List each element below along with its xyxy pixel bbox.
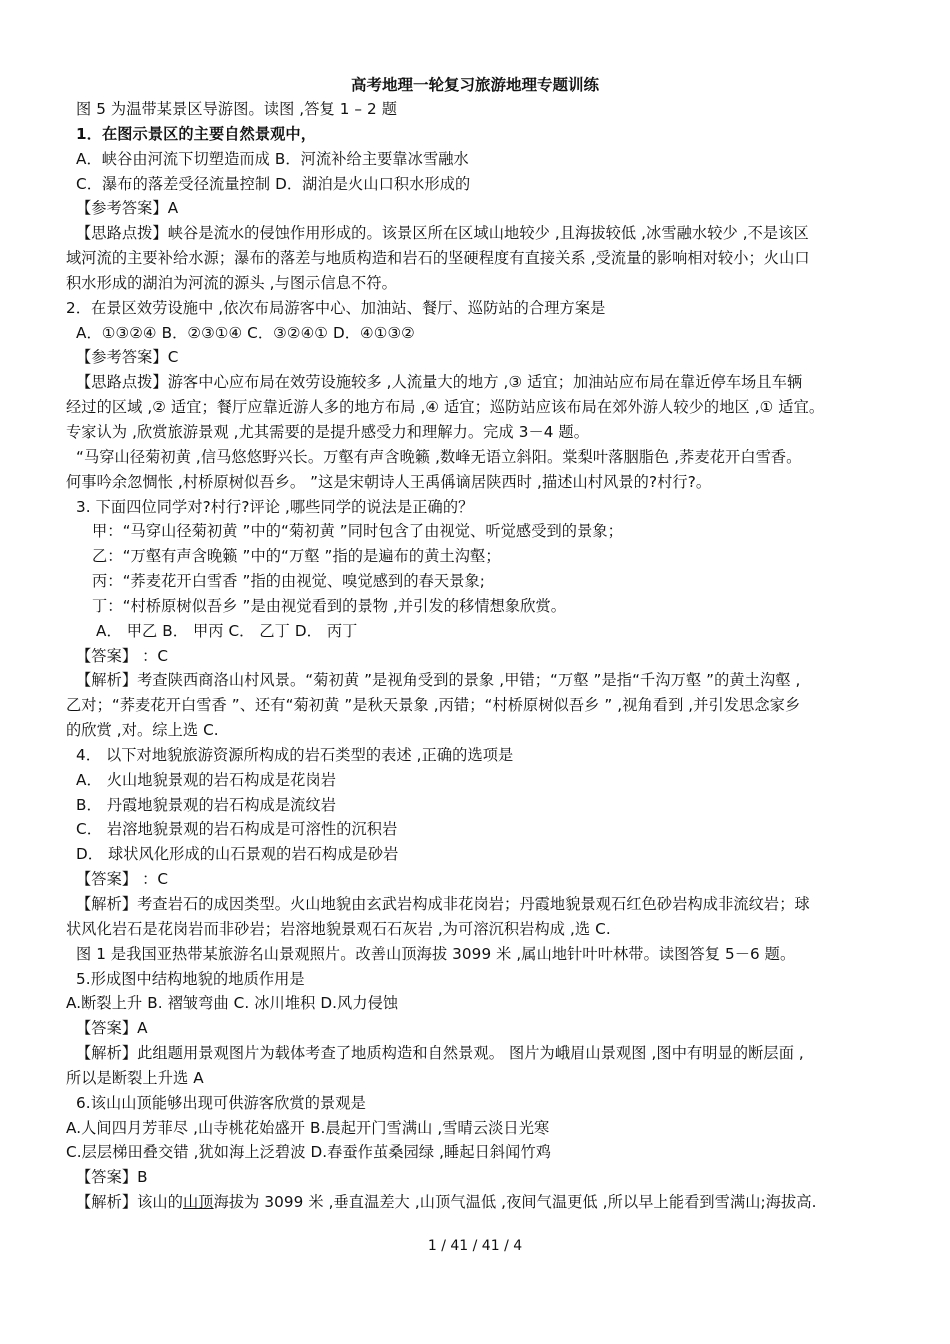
text-line: 乙：“万壑有声含晚籁 ”中的“万壑 ”指的是遍布的黄土沟壑； <box>92 547 501 566</box>
page-title: 高考地理一轮复习旅游地理专题训练 <box>350 76 599 94</box>
text-line: 乙对；“荞麦花开白雪香 ”、还有“菊初黄 ”是秋天景象 ,丙错；“村桥原树似吾乡 ” ,视角看到 ,并引发思念家乡 <box>66 696 801 715</box>
poem-line: 何事吟余忽惆怅 ,村桥原树似吾乡。 ”这是宋朝诗人王禹偁谪居陕西时 ,描述山村风景的?村行?。 <box>66 472 712 491</box>
text-line <box>66 1190 896 1215</box>
poem-line: “马穿山径菊初黄 ,信马悠悠野兴长。万壑有声含晚籁 ,数峰无语立斜阳。棠梨叶落胭脂色 ,荞麦花开白雪香。 <box>76 447 802 466</box>
text-line: 甲：“马穿山径菊初黄 ”中的“菊初黄 ”同时包含了由视觉、听觉感受到的景象； <box>92 522 623 541</box>
text-line: 的欣赏 ,对。综上选 C. <box>66 721 219 740</box>
text-line: C.层层梯田叠交错 ,犹如海上泛碧波 D.春蚕作茧桑园绿 ,睡起日斜闻竹鸡 <box>66 1143 552 1162</box>
question-heading: 1．在图示景区的主要自然景观中， <box>76 124 316 143</box>
text-line: A.人间四月芳菲尽 ,山寺桃花始盛开 B.晨起开门雪满山 ,雪晴云淡日光寒 <box>66 1118 550 1137</box>
text-line: A．峡谷由河流下切塑造而成 B．河流补给主要靠冰雪融水 <box>76 149 469 168</box>
question-heading: 5.形成图中结构地貌的地质作用是 <box>76 969 305 988</box>
question-heading: 3. 下面四位同学对?村行?评论 ,哪些同学的说法是正确的？ <box>76 497 474 516</box>
text-line: 专家认为 ,欣赏旅游景观 ,尤其需要的是提升感受力和理解力。完成 3－4 题。 <box>66 422 590 441</box>
text-line: A.断裂上升 B. 褶皱弯曲 C. 冰川堆积 D.风力侵蚀 <box>66 994 399 1013</box>
text-line: A． 甲乙 B． 甲丙 C． 乙丁 D． 丙丁 <box>96 621 358 640</box>
answer-line: 【答案】 ：C <box>76 870 169 889</box>
text-line: D． 球状风化形成的山石景观的岩石构成是砂岩 <box>76 845 399 864</box>
text-line: 丙：“荞麦花开白雪香 ”指的由视觉、嗅觉感到的春天景象; <box>92 572 485 591</box>
text-line: 【解析】此组题用景观图片为载体考查了地质构造和自然景观。 图片为峨眉山景观图 ,图中有明显的断层面 , <box>76 1044 804 1063</box>
answer-line: 【答案】B <box>76 1168 148 1187</box>
underlined-term: 山顶 <box>183 1193 214 1212</box>
answer-line: 【答案】A <box>76 1019 148 1038</box>
text-line: A．①③②④ B．②③①④ C．③②④① D．④①③② <box>76 323 415 342</box>
text-line: 【思路点拨】游客中心应布局在效劳设施较多 ,人流量大的地方 ,③ 适宜；加油站应布局在靠近停车场且车辆 <box>76 373 803 392</box>
text-line: 经过的区域 ,② 适宜；餐厅应靠近游人多的地方布局 ,④ 适宜；巡防站应该布局在郊外游人较少的地区 ,① 适宜。 <box>66 398 825 417</box>
answer-line: 【答案】 ：C <box>76 646 169 665</box>
text-line: 状风化岩石是花岗岩而非砂岩；岩溶地貌景观石石灰岩 ,为可溶沉积岩构成 ,选 C. <box>66 919 611 938</box>
text-line: 【思路点拨】峡谷是流水的侵蚀作用形成的。该景区所在区域山地较少 ,且海拔较低 ,冰雪融水较少 ,不是该区 <box>76 224 809 243</box>
question-heading: 6.该山山顶能够出现可供游客欣赏的景观是 <box>76 1093 366 1112</box>
text-line: C． 岩溶地貌景观的岩石构成是可溶性的沉积岩 <box>76 820 398 839</box>
text-line: B． 丹霞地貌景观的岩石构成是流纹岩 <box>76 795 337 814</box>
answer-line: 【参考答案】C <box>76 348 179 367</box>
text-line: 【解析】考查陕西商洛山村风景。“菊初黄 ”是视角受到的景象 ,甲错；“万壑 ”是指“千沟万壑 ”的黄土沟壑 , <box>76 671 801 690</box>
text-line: 积水形成的湖泊为河流的源头 ,与图示信息不符。 <box>66 273 397 292</box>
document-body <box>66 97 896 1215</box>
page-number: 1 / 41 / 41 / 4 <box>427 1238 523 1254</box>
text-line: 图 1 是我国亚热带某旅游名山景观照片。改善山顶海拔 3099 米 ,属山地针叶叶林带。读图答复 5－6 题。 <box>76 944 796 963</box>
text-segment: 【解析】该山的 <box>76 1193 184 1212</box>
question-heading: 2．在景区效劳设施中 ,依次布局游客中心、加油站、餐厅、巡防站的合理方案是 <box>66 298 606 317</box>
question-heading: 4． 以下对地貌旅游资源所构成的岩石类型的表述 ,正确的选项是 <box>76 745 514 764</box>
text-line: A． 火山地貌景观的岩石构成是花岗岩 <box>76 770 337 789</box>
text-segment: 海拔为 3099 米 ,垂直温差大 ,山顶气温低 ,夜间气温更低 ,所以早上能看到雪满山;海拔高. <box>213 1193 817 1212</box>
text-line: C．瀑布的落差受径流量控制 D．湖泊是火山口积水形成的 <box>76 174 471 193</box>
answer-line: 【参考答案】A <box>76 199 179 218</box>
text-line: 域河流的主要补给水源；瀑布的落差与地质构造和岩石的坚硬程度有直接关系 ,受流量的影响相对较小；火山口 <box>66 249 810 268</box>
text-line: 丁：“村桥原树似吾乡 ”是由视觉看到的景物 ,并引发的移情想象欣赏。 <box>92 596 567 615</box>
text-line: 【解析】考查岩石的成因类型。火山地貌由玄武岩构成非花岗岩；丹霞地貌景观石红色砂岩构成非流纹岩；球 <box>76 895 810 913</box>
text-line: 图 5 为温带某景区导游图。读图 ,答复 1 – 2 题 <box>76 100 398 118</box>
text-line: 所以是断裂上升选 A <box>66 1068 204 1087</box>
